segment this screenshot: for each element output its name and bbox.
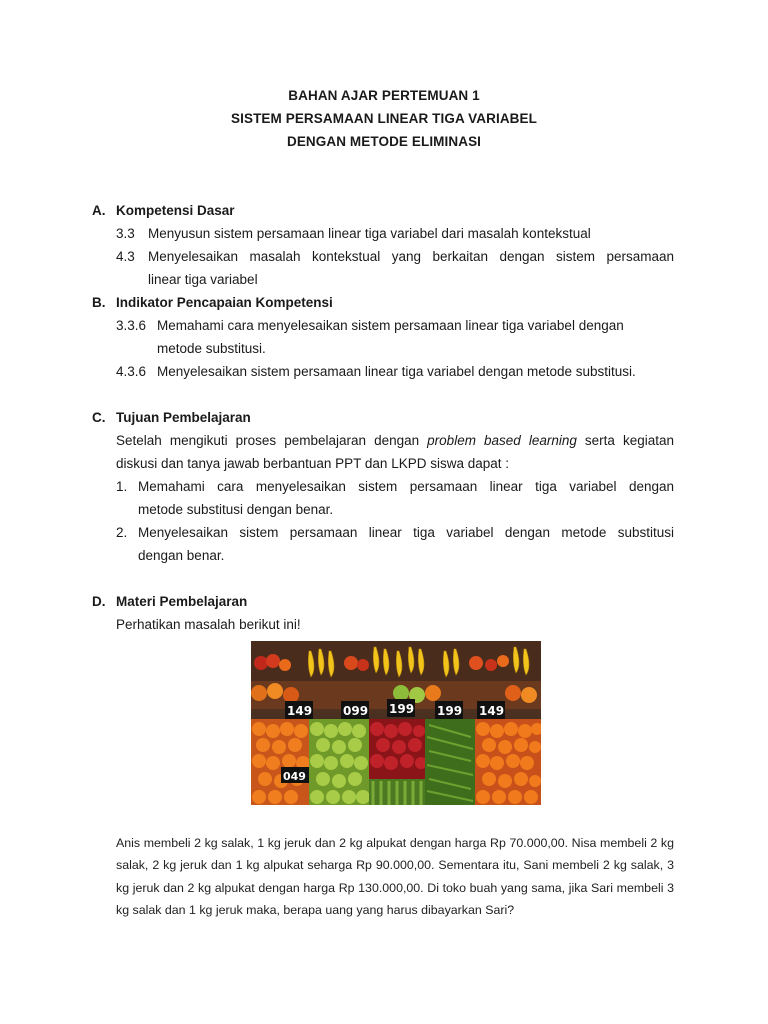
item-number: 1. [116,479,128,494]
list-item [116,318,624,333]
intro-italic-term: problem based learning [427,433,577,448]
item-number: 3.3.6 [116,318,147,333]
price-tag: 149 [479,704,505,718]
item-text: Memahami cara menyelesaikan sistem persamaan linear tiga variabel dengan [138,479,674,494]
doc-title-line-2: SISTEM PERSAMAAN LINEAR TIGA VARIABEL [231,111,537,126]
item-number: 2. [116,525,128,540]
section-b-title: Indikator Pencapaian Kompetensi [116,295,333,310]
section-b-heading [92,295,333,310]
item-text: Memahami cara menyelesaikan sistem persamaan linear tiga variabel dengan [157,318,624,333]
section-a-heading [92,203,235,218]
item-text-continued: metode substitusi dengan benar. [138,502,334,517]
fruit-stall-illustration [251,641,541,805]
list-item [116,226,591,241]
item-text-continued: linear tiga variabel [148,272,258,287]
price-tag: 199 [389,702,415,716]
problem-statement: Anis membeli 2 kg salak, 1 kg jeruk dan 2 kg alpukat dengan harga Rp 70.000,00. Nisa membeli 2 kg salak, 2 kg jeruk dan 1 kg alpukat seharga Rp 90.000,00. Sementara itu, Sani membeli 2 kg salak, 3 kg jeruk dan 2 kg alpukat dengan harga Rp 130.000,00. Di toko buah yang sama, jika Sari membeli 3 kg salak dan 1 kg jeruk maka, berapa uang yang harus dibayarkan Sari? [116,836,674,918]
item-text-continued: metode substitusi. [157,341,266,356]
section-b-letter: B. [92,295,106,310]
price-tag: 099 [343,704,369,718]
section-d-intro: Perhatikan masalah berikut ini! [116,617,301,632]
item-text: Menyusun sistem persamaan linear tiga variabel dari masalah kontekstual [148,226,591,241]
section-c-intro [116,433,674,448]
item-number: 4.3.6 [116,364,147,379]
item-number: 4.3 [116,249,135,264]
item-text: Menyelesaikan sistem persamaan linear tiga variabel dengan metode substitusi [138,525,674,540]
item-text: Menyelesaikan masalah kontekstual yang berkaitan dengan sistem persamaan [148,249,674,264]
price-tag: 149 [287,704,313,718]
section-d-title: Materi Pembelajaran [116,594,248,609]
item-text-continued: dengan benar. [138,548,225,563]
intro-text: serta kegiatan [576,433,675,448]
price-tag: 199 [437,704,463,718]
section-d-heading [92,594,247,609]
item-number: 3.3 [116,226,135,241]
section-a-letter: A. [92,203,106,218]
section-c-heading [92,410,251,425]
section-a-title: Kompetensi Dasar [116,203,235,218]
section-c-title: Tujuan Pembelajaran [116,410,251,425]
intro-text: Setelah mengikuti proses pembelajaran dengan [116,433,428,448]
price-tag: 049 [283,770,306,783]
section-d-letter: D. [92,594,106,609]
doc-title-line-3: DENGAN METODE ELIMINASI [286,134,482,149]
section-c-intro-line-2: diskusi dan tanya jawab berbantuan PPT dan LKPD siswa dapat : [116,456,509,471]
doc-title-line-1: BAHAN AJAR PERTEMUAN 1 [288,88,480,103]
section-c-letter: C. [92,410,106,425]
fruit-market-image [251,641,541,805]
item-text: Menyelesaikan sistem persamaan linear tiga variabel dengan metode substitusi. [157,364,636,379]
list-item [116,364,636,379]
